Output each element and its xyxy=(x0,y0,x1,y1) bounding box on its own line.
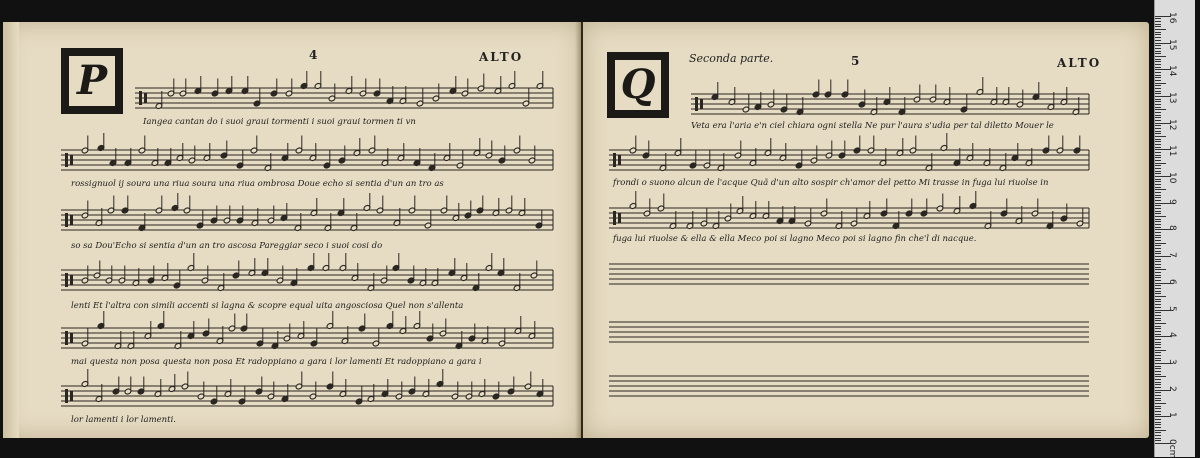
ruler-tick xyxy=(1155,253,1161,254)
ruler-tick xyxy=(1155,328,1161,329)
music-staves-left xyxy=(3,22,581,438)
ruler-tick xyxy=(1155,165,1161,166)
ruler-label: 8 xyxy=(1167,225,1177,232)
ruler-tick xyxy=(1155,152,1161,153)
ruler-tick xyxy=(1155,291,1161,292)
ruler-tick xyxy=(1155,237,1161,238)
ruler-tick xyxy=(1155,171,1161,172)
ruler-tick xyxy=(1155,360,1161,361)
ruler-tick xyxy=(1155,331,1161,332)
measurement-ruler xyxy=(1154,0,1195,457)
ruler-tick xyxy=(1155,307,1161,308)
ruler-tick xyxy=(1155,432,1161,433)
ruler-tick xyxy=(1155,243,1166,244)
ruler-tick xyxy=(1155,26,1161,27)
right-page xyxy=(583,22,1149,438)
ruler-tick xyxy=(1155,216,1166,217)
ruler-tick xyxy=(1155,136,1166,137)
ruler-tick xyxy=(1155,304,1161,305)
ruler-tick xyxy=(1155,29,1166,30)
page-number: 5 xyxy=(851,54,860,68)
ruler-tick xyxy=(1155,403,1166,404)
ruler-tick xyxy=(1155,75,1161,76)
staff xyxy=(61,311,553,349)
ruler-label: 3 xyxy=(1167,358,1177,365)
ruler-tick xyxy=(1155,387,1161,388)
ruler-tick xyxy=(1155,422,1161,423)
ruler-tick xyxy=(1155,197,1161,198)
ruler-tick xyxy=(1155,339,1161,340)
ruler-tick xyxy=(1155,374,1161,375)
ruler-tick xyxy=(1155,157,1161,158)
ruler-tick xyxy=(1155,326,1161,327)
initial-letter: Q xyxy=(615,60,661,110)
ruler-tick xyxy=(1155,179,1161,180)
ruler-tick xyxy=(1155,18,1161,19)
ruler-tick xyxy=(1155,440,1161,441)
ruler-tick xyxy=(1155,235,1161,236)
ruler-tick xyxy=(1155,248,1161,249)
lyric-line: Veta era l'aria e'n ciel chiara ogni stella Ne pur l'aura s'udia per tal diletto Mouer le xyxy=(691,121,1054,131)
lyric-line: so sa Dou'Echo si sentia d'un an tro ascosa Pareggiar seco i suoi cosi do xyxy=(71,241,383,251)
ruler-tick xyxy=(1155,131,1161,132)
initial-letter: P xyxy=(69,56,115,106)
ruler-tick xyxy=(1155,163,1166,164)
lyric-line: fuga lui riuolse & ella & ella Meco poi si lagno Meco poi si lagno fin che'l di nacque. xyxy=(613,234,977,244)
ruler-tick xyxy=(1155,408,1161,409)
ruler-tick xyxy=(1155,344,1161,345)
ruler-tick xyxy=(1155,299,1161,300)
ruler-tick xyxy=(1155,61,1161,62)
ruler-tick xyxy=(1155,85,1161,86)
lyric-line: lenti Et l'altra con simili accenti si lagna & scopre equal uita angosciosa Quel non s'allenta xyxy=(71,301,464,311)
section-subtitle: Seconda parte. xyxy=(689,52,774,65)
ruler-tick xyxy=(1155,301,1161,302)
ruler-tick xyxy=(1155,267,1161,268)
ruler-tick xyxy=(1155,133,1161,134)
ruler-tick xyxy=(1155,147,1161,148)
ruler-tick xyxy=(1155,181,1161,182)
ruler-tick xyxy=(1155,40,1161,41)
ruler-tick xyxy=(1155,430,1166,431)
ruler-tick xyxy=(1155,435,1161,436)
ruler-tick xyxy=(1155,168,1161,169)
ruler-tick xyxy=(1155,112,1161,113)
ruler-tick xyxy=(1155,232,1161,233)
ruler-tick xyxy=(1155,315,1161,316)
ruler-label: 12 xyxy=(1167,118,1177,131)
ruler-label: 5 xyxy=(1167,305,1177,312)
ruler-tick xyxy=(1155,221,1161,222)
ruler-tick xyxy=(1155,48,1161,49)
ruler-tick xyxy=(1155,269,1166,270)
music-staves-right xyxy=(583,22,1149,438)
staff xyxy=(609,264,1089,284)
ruler-tick xyxy=(1155,99,1161,100)
ruler-tick xyxy=(1155,275,1161,276)
open-book xyxy=(3,22,1149,442)
ruler-tick xyxy=(1155,187,1161,188)
ruler-label: 2 xyxy=(1167,385,1177,392)
lyric-line: lor lamenti i lor lamenti. xyxy=(71,415,176,425)
ruler-tick xyxy=(1155,382,1161,383)
staff xyxy=(61,369,553,406)
ruler-tick xyxy=(1155,272,1161,273)
lyric-line: rossignuol ij soura una riua soura una riua ombrosa Doue echo si sentia d'un an tro as xyxy=(71,179,444,189)
ruler-tick xyxy=(1155,288,1161,289)
staff xyxy=(61,193,553,231)
ruler-tick xyxy=(1155,45,1161,46)
ruler-tick xyxy=(1155,376,1166,377)
ruler-tick xyxy=(1155,32,1161,33)
ruler-tick xyxy=(1155,438,1161,439)
ruler-tick xyxy=(1155,342,1161,343)
ruler-tick xyxy=(1155,67,1161,68)
ruler-label: 13 xyxy=(1167,91,1177,104)
ruler-tick xyxy=(1155,350,1166,351)
ruler-tick xyxy=(1155,293,1161,294)
ruler-tick xyxy=(1155,280,1161,281)
ruler-tick xyxy=(1155,88,1161,89)
staff xyxy=(609,133,1089,171)
ruler-tick xyxy=(1155,347,1161,348)
ruler-tick xyxy=(1155,427,1161,428)
ruler-tick xyxy=(1155,318,1161,319)
ruler-tick xyxy=(1155,101,1161,102)
ruler-label: 6 xyxy=(1167,278,1177,285)
ruler-tick xyxy=(1155,141,1161,142)
ruler-tick xyxy=(1155,104,1161,105)
ruler-label: 16 xyxy=(1167,11,1177,24)
ruler-tick xyxy=(1155,379,1161,380)
ruler-tick xyxy=(1155,366,1161,367)
ruler-tick xyxy=(1155,368,1161,369)
lyric-line: mai questa non posa questa non posa Et radoppiano a gara i lor lamenti Et radoppiano a gara i xyxy=(71,357,482,367)
ruler-tick xyxy=(1155,406,1161,407)
ruler-tick xyxy=(1155,155,1161,156)
ruler-tick xyxy=(1155,400,1161,401)
ruler-tick xyxy=(1155,205,1161,206)
staff xyxy=(609,376,1089,396)
ruler-label: 11 xyxy=(1167,145,1177,157)
ruler-tick xyxy=(1155,264,1161,265)
ruler-tick xyxy=(1155,120,1161,121)
ruler-tick xyxy=(1155,398,1161,399)
ruler-tick xyxy=(1155,56,1166,57)
lyric-line: Iangea cantan do i suoi graui tormenti i suoi graui tormen ti vn xyxy=(143,117,416,127)
ruler-tick xyxy=(1155,34,1161,35)
ruler-tick xyxy=(1155,125,1161,126)
ruler-tick xyxy=(1155,144,1161,145)
voice-label: ALTO xyxy=(1057,56,1102,70)
ruler-label: 10 xyxy=(1167,172,1177,184)
ruler-tick xyxy=(1155,392,1161,393)
ruler-tick xyxy=(1155,21,1161,22)
ruler-tick xyxy=(1155,352,1161,353)
ruler-tick xyxy=(1155,208,1161,209)
ruler-tick xyxy=(1155,24,1161,25)
ruler-tick xyxy=(1155,285,1161,286)
ruler-tick xyxy=(1155,323,1166,324)
ruler-tick xyxy=(1155,72,1161,73)
ruler-tick xyxy=(1155,211,1161,212)
staff xyxy=(609,322,1089,342)
ruler-tick xyxy=(1155,80,1161,81)
ruler-tick xyxy=(1155,192,1161,193)
ruler-tick xyxy=(1155,411,1161,412)
ruler-tick xyxy=(1155,184,1161,185)
ruler-tick xyxy=(1155,109,1166,110)
ruler-tick xyxy=(1155,83,1166,84)
staff xyxy=(609,191,1089,229)
ruler-tick xyxy=(1155,107,1161,108)
ruler-tick xyxy=(1155,414,1161,415)
ruler-tick xyxy=(1155,251,1161,252)
staff xyxy=(691,77,1089,115)
ruler-tick xyxy=(1155,224,1161,225)
page-number: 4 xyxy=(309,48,318,62)
ruler-tick xyxy=(1155,200,1161,201)
ruler-tick xyxy=(1155,213,1161,214)
ruler-tick xyxy=(1155,240,1161,241)
ruler-label: 1 xyxy=(1167,412,1177,419)
ruler-tick xyxy=(1155,93,1161,94)
ruler-tick xyxy=(1155,219,1161,220)
ruler-label: 14 xyxy=(1167,65,1177,77)
ruler-label: 0cm xyxy=(1167,439,1177,458)
ruler-tick xyxy=(1155,259,1161,260)
ruler-tick xyxy=(1155,115,1161,116)
ruler-tick xyxy=(1155,59,1161,60)
ruler-tick xyxy=(1155,261,1161,262)
ruler-tick xyxy=(1155,424,1161,425)
ruler-tick xyxy=(1155,37,1161,38)
ruler-tick xyxy=(1155,296,1166,297)
ruler-tick xyxy=(1155,91,1161,92)
staff xyxy=(61,133,553,171)
ruler-tick xyxy=(1155,245,1161,246)
left-page xyxy=(3,22,581,438)
ruler-tick xyxy=(1155,117,1161,118)
ruler-label: 4 xyxy=(1167,332,1177,338)
voice-label: ALTO xyxy=(479,50,524,64)
ruler-tick xyxy=(1155,195,1161,196)
ruler-tick xyxy=(1155,334,1161,335)
ruler-tick xyxy=(1155,320,1161,321)
ruler-tick xyxy=(1155,173,1161,174)
ruler-tick xyxy=(1155,384,1161,385)
ruler-tick xyxy=(1155,128,1161,129)
ruler-tick xyxy=(1155,189,1166,190)
ruler-tick xyxy=(1155,355,1161,356)
ruler-tick xyxy=(1155,53,1161,54)
ruler-tick xyxy=(1155,64,1161,65)
ruler-tick xyxy=(1155,77,1161,78)
staff xyxy=(135,71,553,109)
ruler-tick xyxy=(1155,395,1161,396)
ruler-tick xyxy=(1155,51,1161,52)
ruler-tick xyxy=(1155,358,1161,359)
lyric-line: frondi o suono alcun de l'acque Quã d'un alto sospir ch'amor del petto Mi trasse in fuga lui riuolse in xyxy=(613,178,1049,188)
ruler-label: 9 xyxy=(1167,198,1177,205)
ruler-tick xyxy=(1155,227,1161,228)
staff xyxy=(61,253,553,291)
ruler-tick xyxy=(1155,419,1161,420)
ruler-tick xyxy=(1155,371,1161,372)
ruler-tick xyxy=(1155,277,1161,278)
ruler-label: 15 xyxy=(1167,38,1177,50)
ruler-tick xyxy=(1155,312,1161,313)
ruler-tick xyxy=(1155,160,1161,161)
ruler-label: 7 xyxy=(1167,252,1177,258)
ruler-tick xyxy=(1155,139,1161,140)
